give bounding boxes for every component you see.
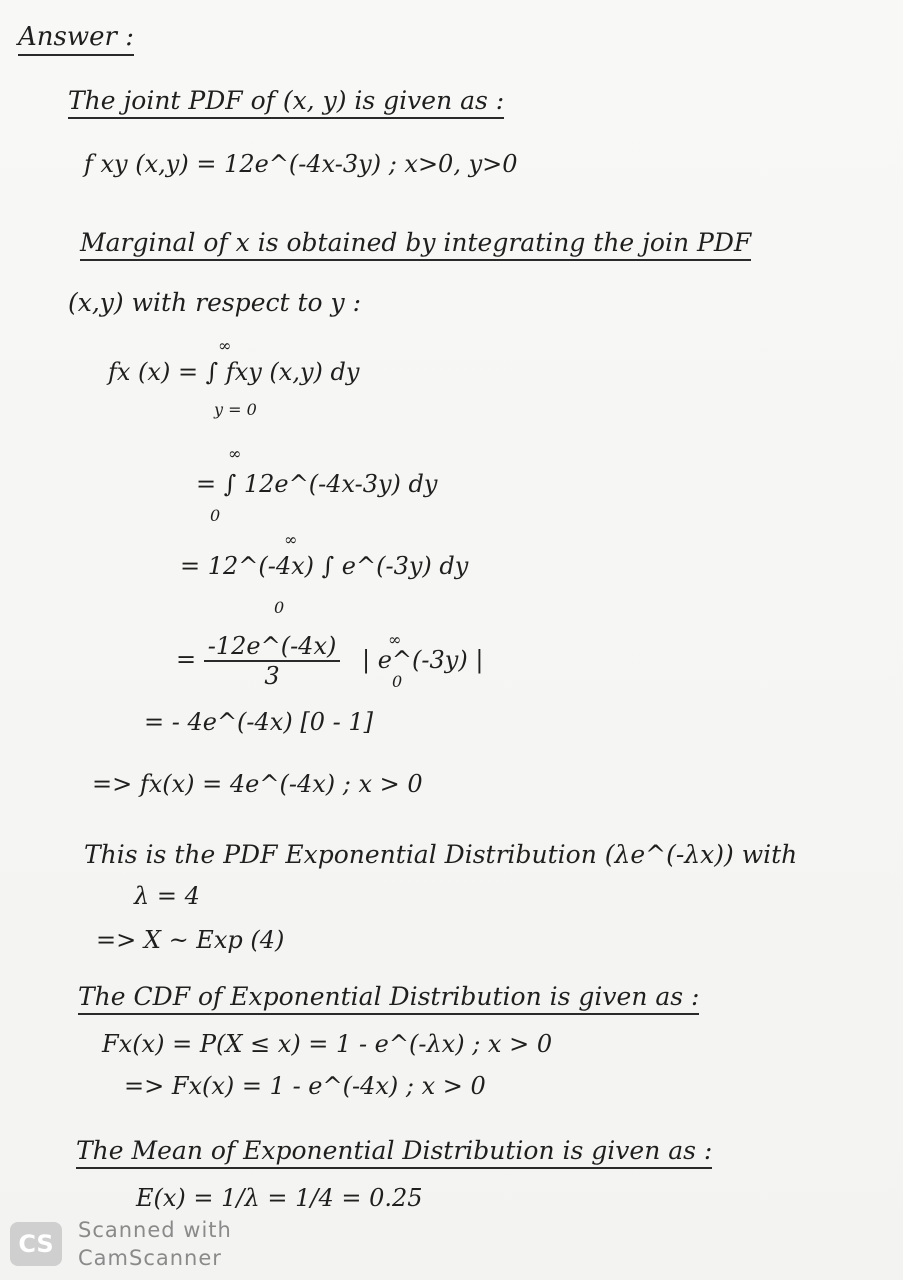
heading: Answer :	[18, 22, 134, 56]
watermark-line-2: CamScanner	[78, 1246, 222, 1270]
line-simplify: = - 4e^(-4x) [0 - 1]	[144, 708, 373, 736]
fraction-denominator: 3	[264, 662, 280, 690]
camscanner-logo	[10, 1222, 62, 1266]
line-mean-result: E(x) = 1/λ = 1/4 = 0.25	[136, 1184, 423, 1212]
eval-lower: 0	[392, 672, 403, 691]
line-cdf-heading: The CDF of Exponential Distribution is given as :	[78, 982, 699, 1015]
integral-upper-1: ∞	[218, 336, 232, 355]
integral-lower-3: 0	[274, 598, 285, 617]
line-mean-heading: The Mean of Exponential Distribution is given as :	[76, 1136, 712, 1169]
integral-lower-2: 0	[210, 506, 221, 525]
line-integral-3: = 12^(-4x) ∫ e^(-3y) dy	[180, 552, 469, 580]
fraction-rest: | e^(-3y) |	[362, 645, 484, 674]
line-marginal-integral: fx (x) = ∫ fxy (x,y) dy	[108, 358, 360, 386]
line-joint-pdf: The joint PDF of (x, y) is given as :	[68, 86, 504, 119]
line-lambda: λ = 4	[134, 882, 200, 910]
line-exponential: This is the PDF Exponential Distribution (λe^(-λx)) with	[84, 840, 798, 869]
line-marginal-result: => fx(x) = 4e^(-4x) ; x > 0	[92, 770, 423, 798]
line-marginal: Marginal of x is obtained by integrating the join PDF	[80, 228, 751, 261]
eval-upper: ∞	[388, 630, 402, 649]
line-joint-pdf-formula: f xy (x,y) = 12e^(-4x-3y) ; x>0, y>0	[84, 150, 518, 178]
fraction	[204, 632, 341, 690]
integral-upper-2: ∞	[228, 444, 242, 463]
line-respect: (x,y) with respect to y :	[68, 288, 362, 317]
line-distribution: => X ~ Exp (4)	[96, 926, 285, 954]
camscanner-logo-text: CS	[18, 1230, 54, 1258]
watermark-line-1: Scanned with	[78, 1218, 232, 1242]
line-cdf-result: => Fx(x) = 1 - e^(-4x) ; x > 0	[124, 1072, 486, 1100]
fraction-numerator: -12e^(-4x)	[204, 632, 341, 662]
integral-lower-1: y = 0	[214, 400, 257, 419]
line-fraction: = $\frac{-12e\^{}(-4x)}{3}$ | e^(-3y) |	[176, 632, 484, 690]
line-integral-2: = ∫ 12e^(-4x-3y) dy	[196, 470, 438, 498]
integral-upper-3: ∞	[284, 530, 298, 549]
line-cdf-general: Fx(x) = P(X ≤ x) = 1 - e^(-λx) ; x > 0	[102, 1030, 553, 1058]
